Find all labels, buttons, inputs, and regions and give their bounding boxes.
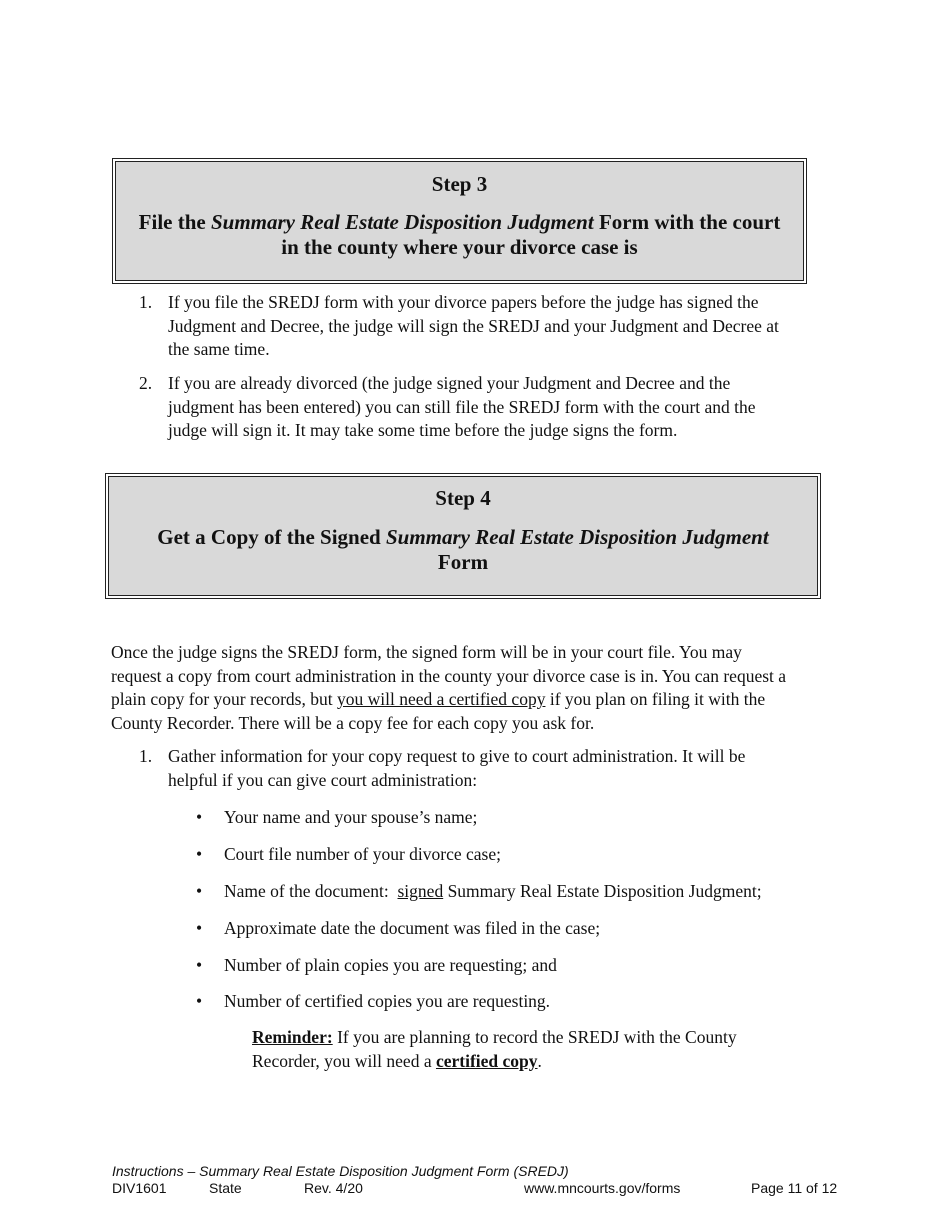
intro-line: Once the judge signs the SREDJ form, the signed form will be in your court file. You may [111,642,742,662]
list-line: judge will sign it. It may take some time before the judge signs the form. [168,420,678,440]
intro-line [111,688,851,712]
bullet-icon: • [196,807,203,827]
footer-form-code: DIV1601 [112,1180,167,1196]
bullet-icon: • [196,881,203,901]
bullet-text: Number of plain copies you are requesting; and [224,955,557,975]
reminder-text2-pre: Recorder, you will need a [252,1050,436,1071]
list-line: judgment has been entered) you can still file the SREDJ form with the court and the [168,396,756,417]
step3-title-pre: File the [138,210,211,234]
footer-state: State [209,1180,242,1196]
list-number: 1. [139,746,153,766]
bullet-icon: • [196,918,203,938]
list-line: the same time. [168,339,270,359]
step4-header-box [108,476,818,596]
bullet-icon: • [196,955,203,975]
list-line: Judgment and Decree, the judge will sign the SREDJ and your Judgment and Decree at [168,315,779,336]
step4-title [109,525,817,575]
bullet-text-post: Summary Real Estate Disposition Judgment; [443,881,762,901]
bullet-text [224,880,762,904]
intro-paragraph [111,641,851,735]
intro-line3-post: if you plan on filing it with the [545,689,766,709]
step4-title-line2: Form [437,550,489,574]
list-line: helpful if you can give court administration: [168,769,478,790]
footer-revision: Rev. 4/20 [304,1180,363,1196]
bullet-text: Court file number of your divorce case; [224,844,501,864]
bullet-icon: • [196,844,203,864]
bullet-text: Approximate date the document was filed in the case; [224,918,601,938]
list-number: 2. [139,373,153,393]
intro-line: County Recorder. There will be a copy fee for each copy you ask for. [111,712,595,733]
list-line: If you file the SREDJ form with your divorce papers before the judge has signed the [168,292,759,312]
step4-heading: Step 4 [435,486,491,510]
step3-heading: Step 3 [431,172,488,196]
certified-copy-bold: certified copy [435,1050,538,1071]
list-number: 1. [139,292,153,312]
step3-title-line2: in the county where your divorce case is [281,235,638,259]
reminder-text1: If you are planning to record the SREDJ with the County [332,1027,737,1047]
reminder-note [252,1026,832,1073]
intro-line3-pre: plain copy for your records, but [111,689,337,709]
step4-title-italic: Summary Real Estate Disposition Judgment [385,525,769,549]
bullet-text-pre: Name of the document: [224,881,398,901]
signed-underline: signed [397,881,444,901]
reminder-text2-post: . [537,1050,542,1071]
certified-copy-underline: you will need a certified copy [336,689,546,709]
step3-header-box [115,161,804,281]
bullet-text: Your name and your spouse’s name; [224,807,478,827]
list-line: Gather information for your copy request to give to court administration. It will be [168,746,746,766]
step3-title-post: Form with the court [593,210,781,234]
footer-page-number: Page 11 of 12 [751,1180,838,1196]
bullet-icon: • [196,991,203,1011]
bullet-text: Number of certified copies you are requesting. [224,991,551,1011]
intro-line: request a copy from court administration in the county your divorce case is in. You can request a [111,665,787,686]
reminder-label: Reminder: [252,1027,333,1047]
step4-title-pre: Get a Copy of the Signed [157,525,386,549]
list-line: If you are already divorced (the judge signed your Judgment and Decree and the [168,373,731,393]
footer-title: Instructions – Summary Real Estate Disposition Judgment Form (SREDJ) [112,1163,569,1179]
footer-url[interactable]: www.mncourts.gov/forms [524,1180,681,1196]
step3-title-italic: Summary Real Estate Disposition Judgment [210,210,594,234]
step3-title [116,210,803,260]
